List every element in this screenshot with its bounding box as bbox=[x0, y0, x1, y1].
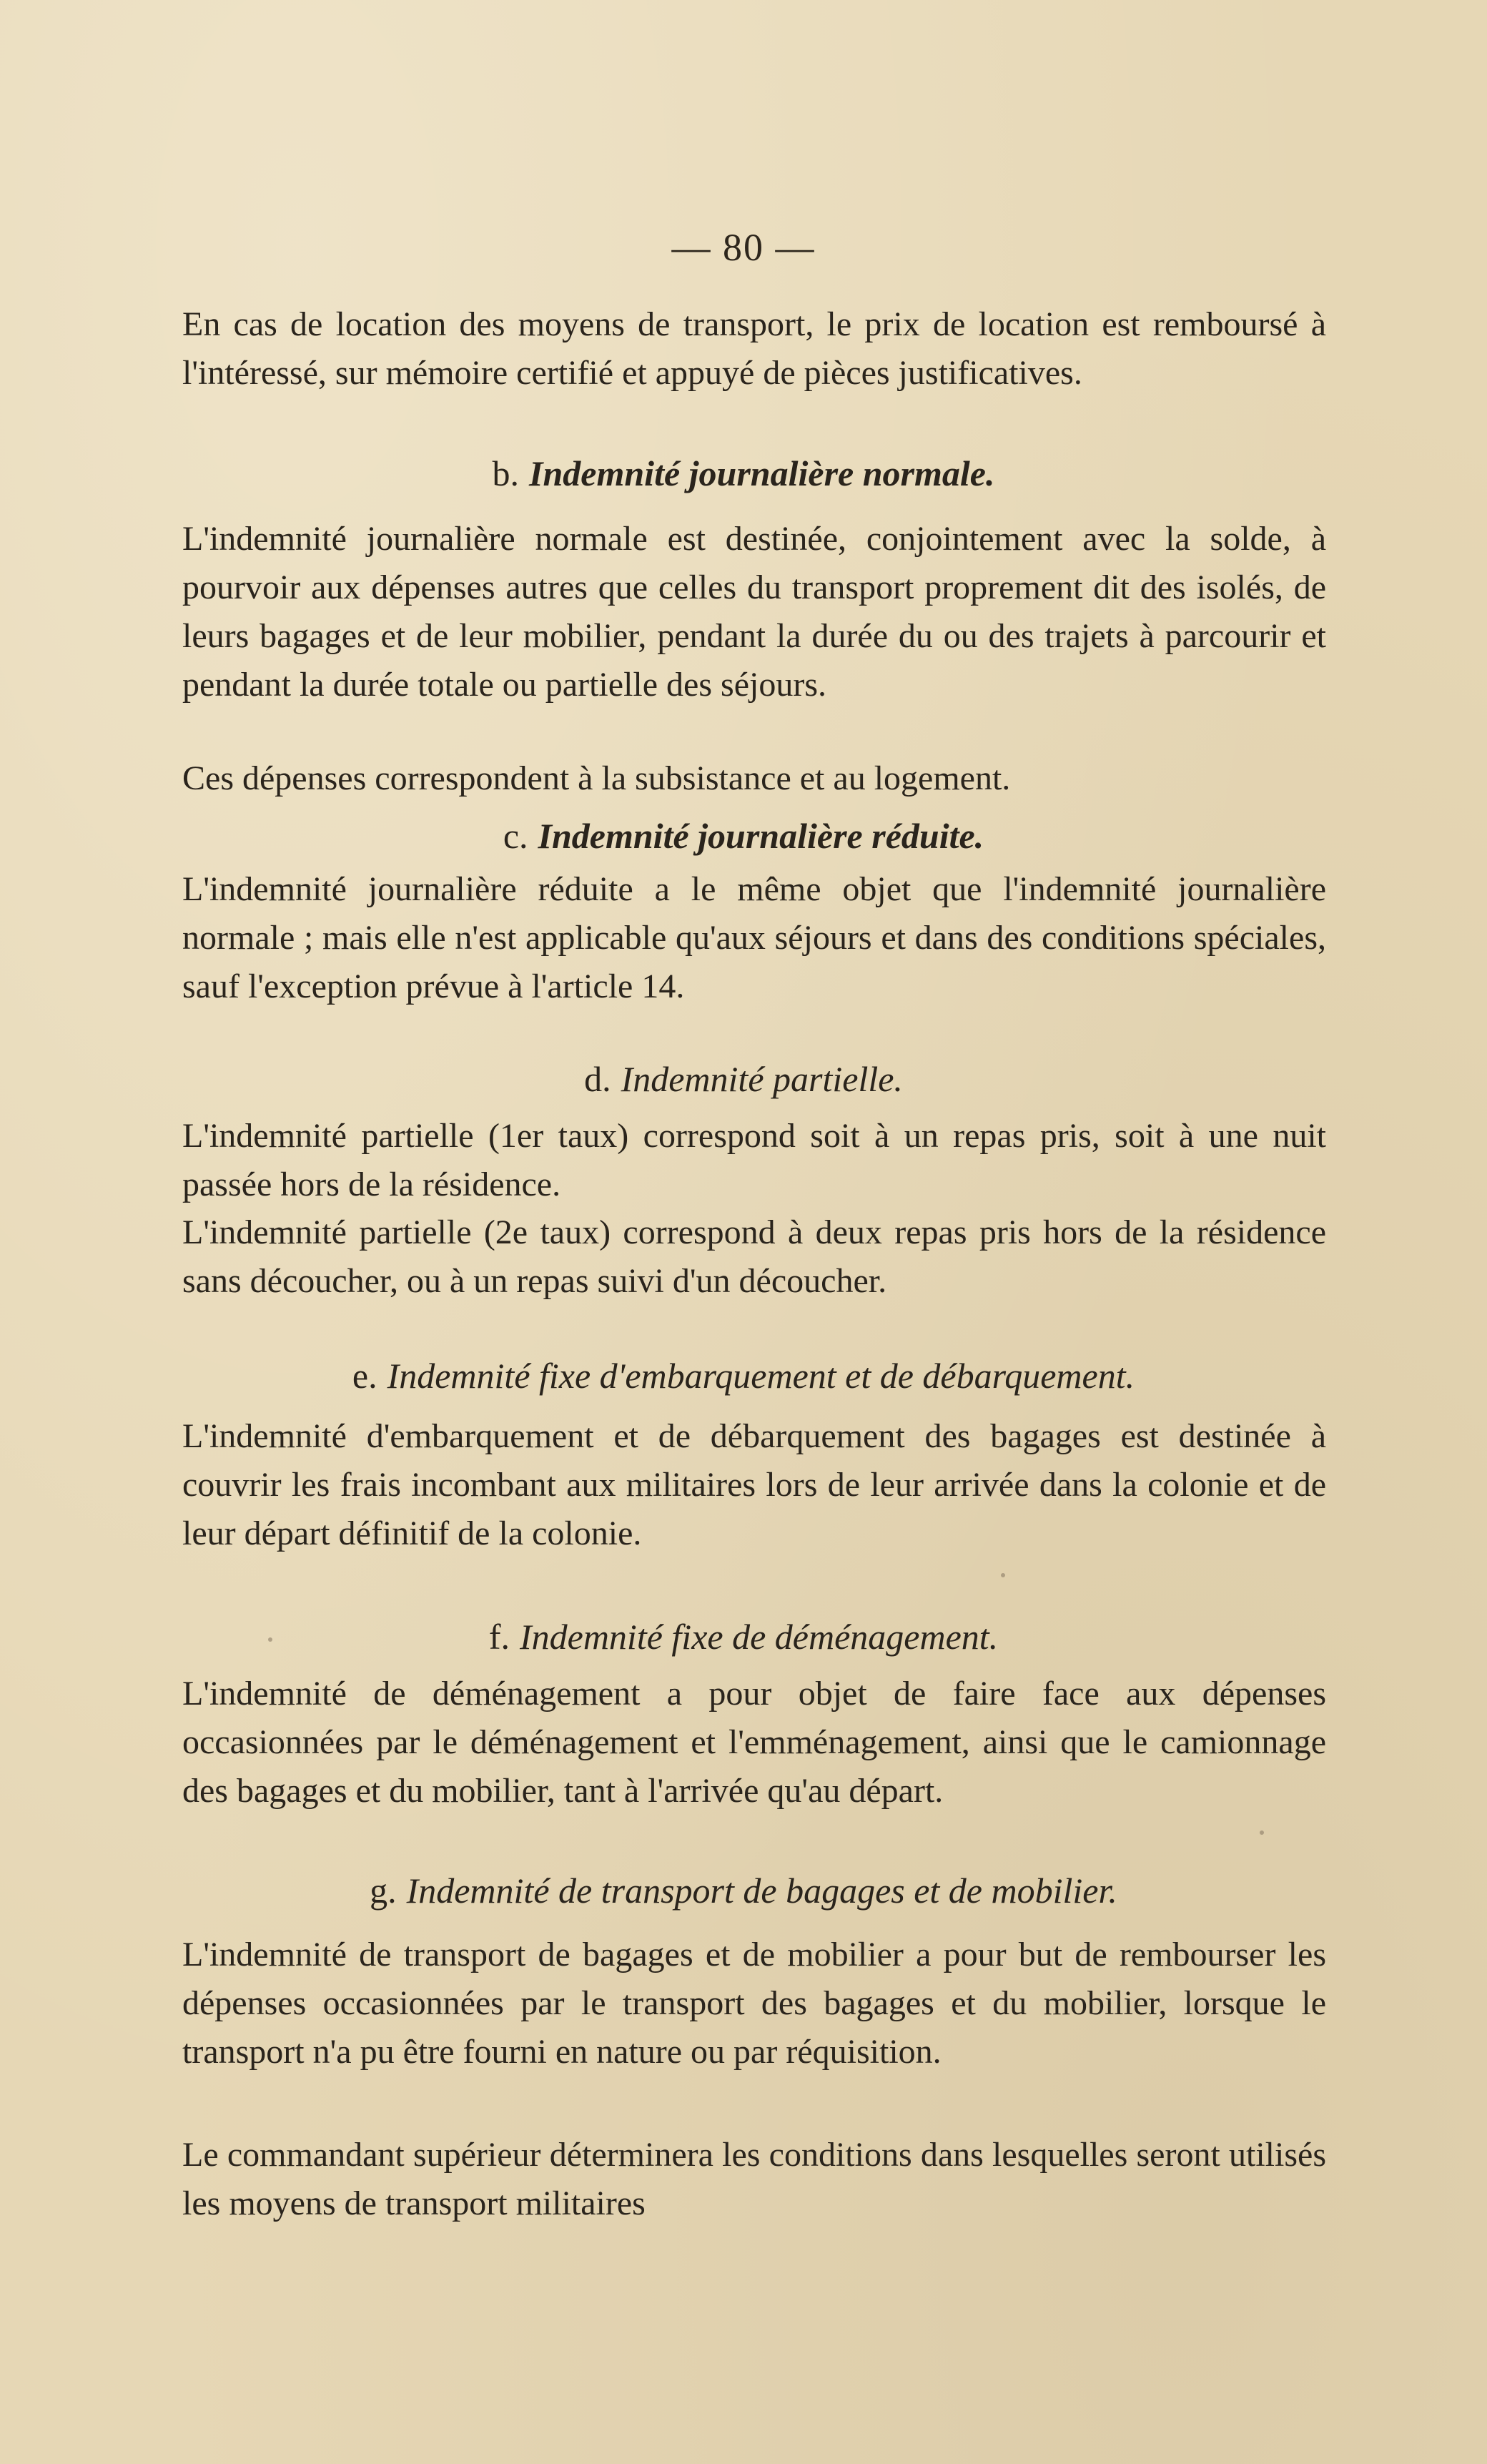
paragraph-g-2: Le commandant supérieur déterminera les conditions dans lesquelles seront utilisés les moyens de transport militaires bbox=[182, 2136, 1326, 2222]
section-letter-g: g. bbox=[370, 1871, 397, 1911]
section-title-d: Indemnité partielle. bbox=[621, 1059, 903, 1099]
section-title-e: Indemnité fixe d'embarquement et de débarquement. bbox=[387, 1356, 1135, 1396]
paragraph-c-1: L'indemnité journalière réduite a le même objet que l'indemnité journalière normale ; mais elle n'est applicable qu'aux séjours et dans des conditions spéciales, sauf l'exception prévue à l'article 14. bbox=[182, 870, 1326, 1005]
section-heading-g bbox=[0, 1866, 1487, 1915]
paragraph-g-1: L'indemnité de transport de bagages et de mobilier a pour but de rembourser les dépenses occasionnées par le transport des bagages et du mobilier, lorsque le transport n'a pu être fourni en nature ou par réquisition. bbox=[182, 1936, 1326, 2071]
section-title-b: Indemnité journalière normale. bbox=[529, 453, 995, 493]
section-letter-f: f. bbox=[488, 1617, 510, 1657]
section-letter-d: d. bbox=[584, 1059, 611, 1099]
section-heading-c bbox=[0, 812, 1487, 860]
section-letter-e: e. bbox=[352, 1356, 377, 1396]
section-letter-b: b. bbox=[492, 453, 520, 493]
page-number: — 80 — bbox=[671, 226, 816, 269]
paragraph-e-1: L'indemnité d'embarquement et de débarquement des bagages est destinée à couvrir les frais incombant aux militaires lors de leur arrivée dans la colonie et de leur départ définitif de la colonie. bbox=[182, 1417, 1326, 1552]
section-heading-b bbox=[0, 449, 1487, 498]
paragraph-b-2: Ces dépenses correspondent à la subsistance et au logement. bbox=[182, 759, 1011, 797]
section-title-g: Indemnité de transport de bagages et de mobilier. bbox=[406, 1871, 1117, 1911]
paper-speck bbox=[1260, 1830, 1264, 1835]
section-heading-e bbox=[0, 1351, 1487, 1400]
paper-speck bbox=[268, 1637, 272, 1642]
paper-speck bbox=[1001, 1573, 1005, 1577]
paragraph-d-2: L'indemnité partielle (2e taux) correspond à deux repas pris hors de la résidence sans découcher, ou à un repas suivi d'un découcher. bbox=[182, 1213, 1326, 1300]
section-heading-f bbox=[0, 1612, 1487, 1661]
paragraph-intro: En cas de location des moyens de transport, le prix de location est remboursé à l'intéressé, sur mémoire certifié et appuyé de pièces justificatives. bbox=[182, 305, 1326, 392]
paragraph-b-1: L'indemnité journalière normale est destinée, conjointement avec la solde, à pourvoir aux dépenses autres que celles du transport proprement dit des isolés, de leurs bagages et de leur mobilier, pendant la durée du ou des trajets à parcourir et pendant la durée totale ou partielle des séjours. bbox=[182, 520, 1326, 704]
paragraph-f-1: L'indemnité de déménagement a pour objet de faire face aux dépenses occasionnées par le déménagement et l'emménagement, ainsi que le camionnage des bagages et du mobilier, tant à l'arrivée qu'au départ. bbox=[182, 1675, 1326, 1810]
section-letter-c: c. bbox=[503, 816, 528, 856]
paragraph-d-1: L'indemnité partielle (1er taux) correspond soit à un repas pris, soit à une nuit passée hors de la résidence. bbox=[182, 1117, 1326, 1203]
section-title-f: Indemnité fixe de déménagement. bbox=[519, 1617, 999, 1657]
section-heading-d bbox=[0, 1055, 1487, 1103]
section-title-c: Indemnité journalière réduite. bbox=[538, 816, 984, 856]
